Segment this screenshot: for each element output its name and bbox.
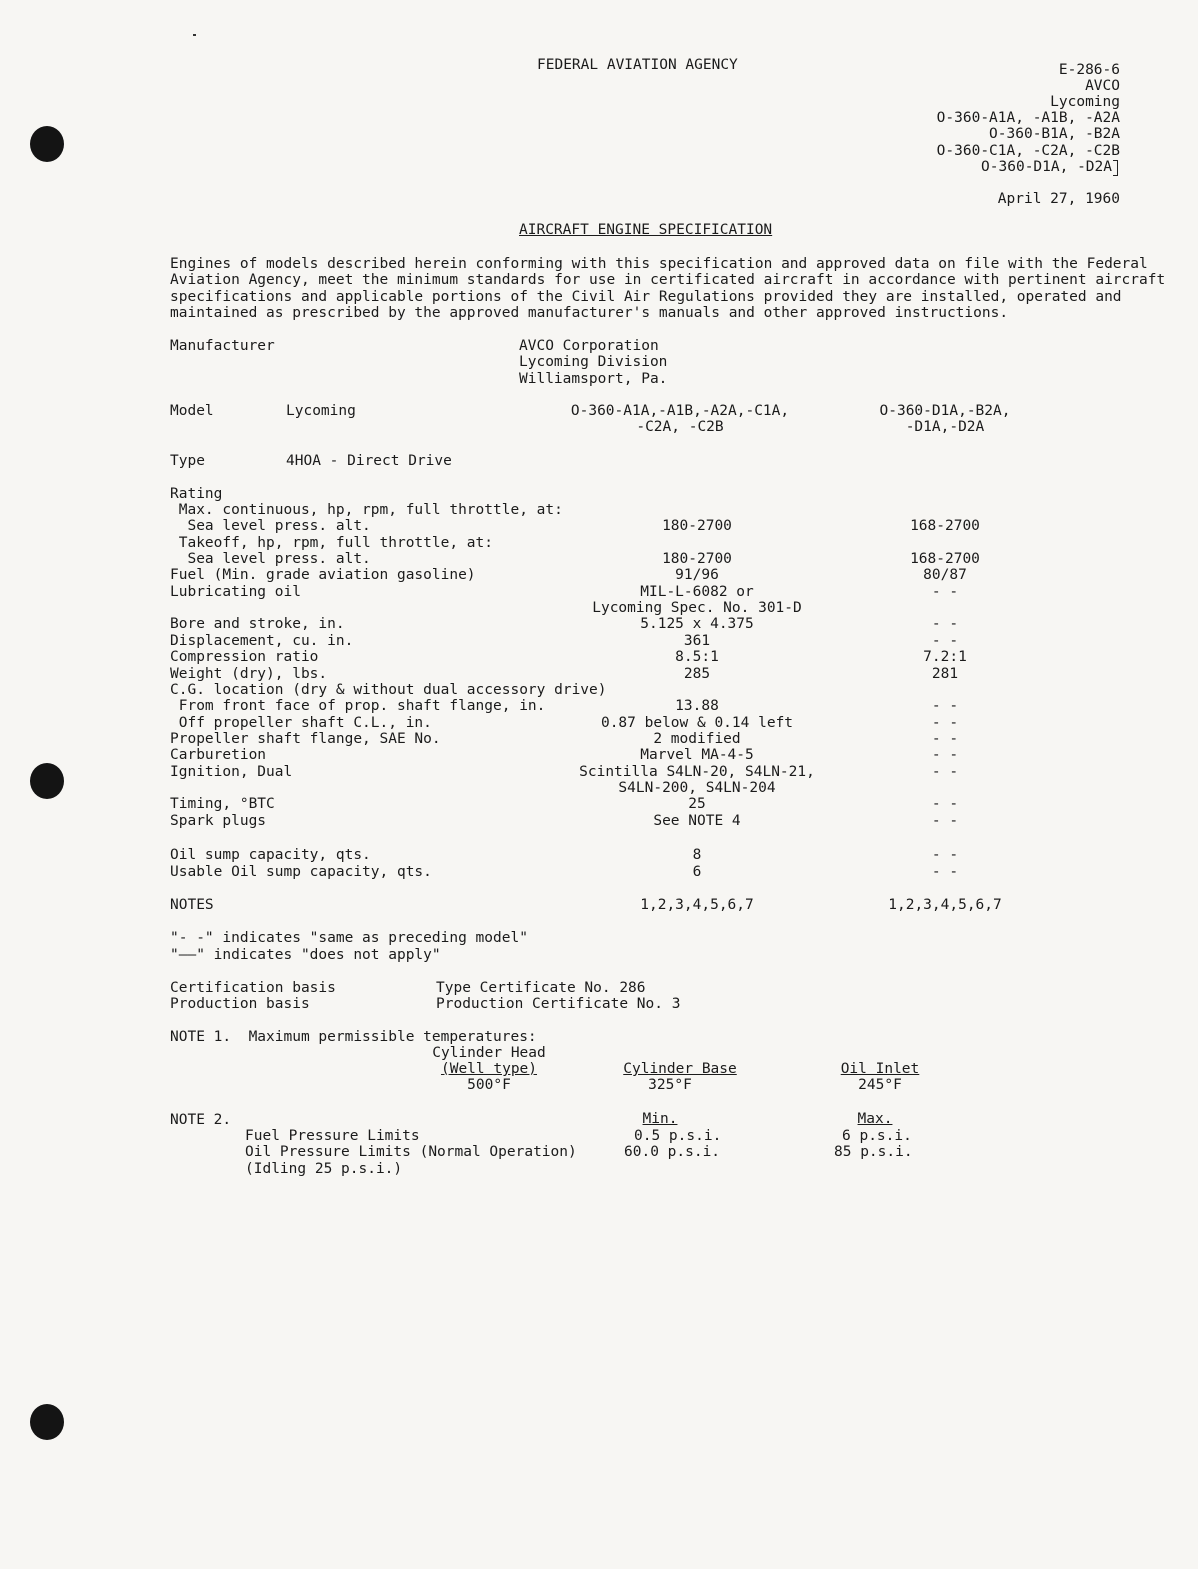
spec-row-value-col1: 285	[683, 665, 711, 682]
punch-hole-bottom	[30, 1404, 64, 1440]
model-label: Model	[170, 403, 214, 419]
certification-label: Certification basis	[170, 980, 336, 996]
punch-hole-middle	[30, 763, 64, 799]
spec-row-value-col2: 168-2700	[910, 551, 980, 568]
spec-row-value-col1: See NOTE 4	[653, 812, 741, 829]
spec-row-value-col1: 25	[688, 796, 706, 813]
model-col2-line: O-360-D1A,-B2A,	[879, 403, 1011, 419]
type-label: Type	[170, 453, 205, 469]
spec-row-value-col2: 80/87	[923, 567, 967, 584]
spec-row-value-col2: - -	[931, 698, 959, 715]
spec-row-label: Takeoff, hp, rpm, full throttle, at:	[170, 534, 494, 551]
model-col1-line: -C2A, -C2B	[636, 419, 724, 435]
spec-row-label: Oil sump capacity, qts.	[170, 847, 371, 863]
note1-title: NOTE 1. Maximum permissible temperatures:	[170, 1029, 537, 1045]
manufacturer-line: Lycoming Division	[519, 354, 668, 370]
note2-fuel-max: 6 p.s.i.	[842, 1128, 912, 1144]
spec-row-label: Propeller shaft flange, SAE No.	[170, 730, 441, 747]
spec-row-value-col2: - -	[931, 863, 959, 880]
spec-row-value-col1: S4LN-200, S4LN-204	[618, 779, 776, 796]
note2-min-header: Min.	[642, 1111, 678, 1127]
note2-oil-max: 85 p.s.i.	[834, 1144, 913, 1160]
document-title: AIRCRAFT ENGINE SPECIFICATION	[519, 222, 773, 238]
spec-row-value-col2: - -	[931, 583, 959, 600]
spec-row-value-col2: - -	[931, 812, 959, 829]
spec-row-label: Compression ratio	[170, 649, 319, 666]
spec-row-label: Sea level press. alt.	[170, 551, 371, 568]
agency-title: FEDERAL AVIATION AGENCY	[537, 57, 738, 73]
note1-oil-inlet-header: Oil Inlet	[840, 1061, 920, 1077]
spec-row-label: Spark plugs	[170, 812, 267, 829]
spec-row-label: Sea level press. alt.	[170, 518, 371, 535]
spec-row-value-col1: Marvel MA-4-5	[640, 747, 754, 764]
manufacturer-line: AVCO Corporation	[519, 338, 659, 354]
spec-row-value-col1: 2 modified	[653, 730, 741, 747]
intro-line: Aviation Agency, meet the minimum standards for use in certificated aircraft in accordance with pertinent aircraft	[170, 272, 1166, 288]
note2-fuel-label: Fuel Pressure Limits	[245, 1128, 420, 1144]
spec-row-value-col1: 13.88	[675, 698, 719, 715]
spec-row-value-col1: 8.5:1	[675, 649, 719, 666]
spec-row-value-col2: - -	[931, 763, 959, 780]
note2-oil-min: 60.0 p.s.i.	[624, 1144, 721, 1160]
spec-row-value-col2: - -	[931, 796, 959, 813]
spec-row-value-col1: 0.87 below & 0.14 left	[600, 714, 794, 731]
production-value: Production Certificate No. 3	[436, 996, 681, 1012]
intro-line: specifications and applicable portions of the Civil Air Regulations provided they are installed, operated and	[170, 289, 1122, 305]
spec-number: E-286-6	[1058, 62, 1120, 78]
model-line: O-360-B1A, -B2A	[989, 126, 1120, 142]
rating-label: Rating	[170, 486, 223, 502]
note2-idling: (Idling 25 p.s.i.)	[245, 1161, 403, 1177]
punch-hole-top	[30, 126, 64, 162]
note2-max-header: Max.	[857, 1111, 893, 1127]
note1-cylinder-base-header: Cylinder Base	[623, 1061, 737, 1077]
spec-row-label: From front face of prop. shaft flange, in.	[170, 698, 546, 715]
spec-row-value-col2: - -	[931, 714, 959, 731]
spec-row-value-col2: - -	[931, 730, 959, 747]
spec-row-label: Lubricating oil	[170, 583, 301, 600]
model-line: O-360-A1A, -A1B, -A2A	[936, 110, 1120, 126]
spec-row-label: C.G. location (dry & without dual accessory drive)	[170, 681, 607, 698]
spec-row-label: Bore and stroke, in.	[170, 616, 345, 633]
model-col1-line: O-360-A1A,-A1B,-A2A,-C1A,	[570, 403, 790, 419]
manufacturer-line: Williamsport, Pa.	[519, 371, 668, 387]
spec-row-label: Carburetion	[170, 747, 267, 764]
manufacturer-label: Manufacturer	[170, 338, 275, 354]
type-value: 4HOA - Direct Drive	[286, 453, 452, 469]
note1-well-type-header: (Well type)	[440, 1061, 538, 1077]
spec-row-label: Displacement, cu. in.	[170, 632, 354, 649]
model-make: Lycoming	[286, 403, 356, 419]
spec-row-value-col2: - -	[931, 632, 959, 649]
model-line: O-360-D1A, -D2A	[981, 159, 1112, 175]
spec-row-value-col2: - -	[931, 616, 959, 633]
spec-row-value-col1: MIL-L-6082 or	[640, 583, 754, 600]
note2-label: NOTE 2.	[170, 1112, 232, 1128]
legend-line: "- -" indicates "same as preceding model"	[170, 930, 528, 946]
model-col2-line: -D1A,-D2A	[905, 419, 985, 435]
model-line: O-360-C1A, -C2A, -C2B	[936, 143, 1120, 159]
spec-row-value-col1: 5.125 x 4.375	[640, 616, 754, 633]
spec-row-label: Off propeller shaft C.L., in.	[170, 714, 432, 731]
spec-row-label: Timing, °BTC	[170, 796, 275, 813]
company: AVCO	[1085, 78, 1120, 94]
spec-row-value-col2: 168-2700	[910, 518, 980, 535]
notes-label: NOTES	[170, 897, 214, 913]
spec-row-value-col2: 281	[931, 665, 959, 682]
spec-row-value-col2: - -	[931, 747, 959, 764]
note2-oil-label: Oil Pressure Limits (Normal Operation)	[245, 1144, 577, 1160]
spec-row-value-col1: 91/96	[675, 567, 719, 584]
production-label: Production basis	[170, 996, 310, 1012]
note1-oil-inlet-value: 245°F	[858, 1077, 902, 1093]
spec-row-label: Weight (dry), lbs.	[170, 665, 328, 682]
note2-fuel-min: 0.5 p.s.i.	[634, 1128, 722, 1144]
spec-row-value-col2: - -	[931, 847, 959, 863]
spec-row-value-col1: Scintilla S4LN-20, S4LN-21,	[579, 763, 815, 780]
spec-row-value-col1: Lycoming Spec. No. 301-D	[592, 600, 802, 617]
intro-line: maintained as prescribed by the approved manufacturer's manuals and other approved instructions.	[170, 305, 1009, 321]
speck-mark	[193, 34, 196, 36]
note1-cylinder-head-header: Cylinder Head	[432, 1045, 546, 1061]
spec-row-value-col1: 6	[692, 863, 702, 880]
notes-col1: 1,2,3,4,5,6,7	[640, 897, 754, 913]
note1-cylinder-head-value: 500°F	[467, 1077, 511, 1093]
bracket-mark	[1113, 160, 1118, 176]
spec-row-value-col1: 180-2700	[662, 551, 732, 568]
spec-row-label: Usable Oil sump capacity, qts.	[170, 863, 432, 880]
certification-value: Type Certificate No. 286	[436, 980, 646, 996]
make: Lycoming	[1050, 94, 1120, 110]
spec-row-value-col1: 361	[683, 632, 711, 649]
notes-col2: 1,2,3,4,5,6,7	[888, 897, 1002, 913]
legend-line: "——" indicates "does not apply"	[170, 947, 441, 963]
issue-date: April 27, 1960	[997, 191, 1120, 207]
spec-row-value-col1: 180-2700	[662, 518, 732, 535]
spec-row-value-col2: 7.2:1	[923, 649, 967, 666]
spec-row-label: Max. continuous, hp, rpm, full throttle, at:	[170, 502, 563, 518]
note1-cylinder-base-value: 325°F	[648, 1077, 692, 1093]
intro-line: Engines of models described herein conforming with this specification and approved data on file with the Federal	[170, 256, 1148, 272]
spec-row-value-col1: 8	[692, 847, 702, 863]
spec-row-label: Ignition, Dual	[170, 763, 293, 780]
spec-row-label: Fuel (Min. grade aviation gasoline)	[170, 567, 476, 584]
